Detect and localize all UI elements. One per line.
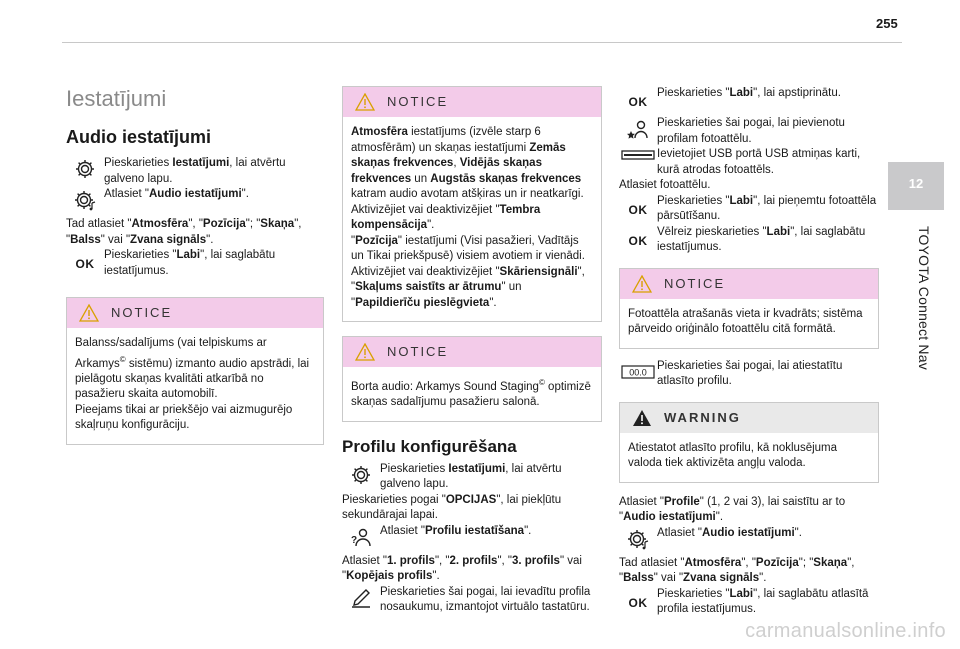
notice-box	[66, 297, 324, 445]
svg-text:?: ?	[351, 534, 358, 546]
audio-settings-heading: Audio iestatījumi	[66, 127, 212, 147]
ok-icon: OK	[628, 233, 648, 248]
notice-text: Atmosfēra iestatījums (izvēle starp 6 atmosfērām) un skaņas iestatījumi Zemās skaņas frekvences, Vidējās skaņas frekvences un Augstās skaņas frekvences katram audio avotam atšķiras un ir neatkarīgi. Aktivizējiet vai deaktivizējiet "Tembra kompensācija".	[351, 126, 584, 231]
step-profile-settings	[342, 524, 602, 548]
warning-header	[620, 403, 878, 433]
step-audio-settings	[619, 526, 879, 550]
warning-box	[619, 402, 879, 483]
step-text: Pieskarieties Iestatījumi, lai atvērtu galveno lapu.	[380, 462, 562, 491]
warning-triangle-icon	[355, 93, 375, 111]
step-enter-name	[342, 585, 602, 616]
notice-text-2: Pieejams tikai ar priekšējo vai aizmugurējo skaļruņu konfigurāciju.	[75, 403, 293, 432]
warning-triangle-icon	[632, 275, 652, 293]
select-profile-text: Atlasiet "1. profils", "2. profils", "3. profils" vai "Kopējais profils".	[342, 554, 582, 583]
select-photo-text: Atlasiet fotoattēlu.	[619, 179, 711, 191]
step-insert-usb	[619, 147, 879, 178]
step-text: Pieskarieties "Labi", lai saglabātu atlasītā profila iestatījumus.	[657, 587, 869, 615]
notice-box	[342, 86, 602, 322]
select-options-text: Tad atlasiet "Atmosfēra", "Pozīcija"; "Skaņa", "Balss" vai "Zvana signāls".	[619, 556, 855, 584]
warning-triangle-icon	[355, 343, 375, 361]
notice-header	[620, 269, 878, 299]
select-options-text: Tad atlasiet "Atmosfēra", "Pozīcija"; "Skaņa", "Balss" vai "Zvana signāls".	[66, 218, 302, 246]
step-confirm	[619, 86, 879, 110]
link-profile-text: Atlasiet "Profile" (1, 2 vai 3), lai saistītu ar to "Audio iestatījumi".	[619, 495, 846, 523]
notice-label: NOTICE	[387, 94, 449, 109]
step-audio-settings	[66, 187, 324, 211]
watermark: carmanualsonline.info	[745, 620, 946, 642]
ok-icon: OK	[628, 595, 648, 610]
step-text: Pieskarieties šai pogai, lai ievadītu profila nosaukumu, izmantojot virtuālo tastatūru.	[380, 585, 591, 614]
gear-music-icon	[619, 526, 657, 550]
step-reset-profile	[619, 359, 879, 390]
step-text: Pieskarieties šai pogai, lai pievienotu profilam fotoattēlu.	[657, 117, 845, 145]
notice-box	[619, 268, 879, 349]
step-add-photo	[619, 116, 879, 147]
notice-text: Fotoattēla atrašanās vieta ir kvadrāts; sistēma pārveido oriģinālo fotoattēlu citā formātā.	[628, 307, 863, 335]
warning-label: WARNING	[664, 409, 741, 425]
warning-triangle-icon	[79, 304, 99, 322]
step-text: Pieskarieties Iestatījumi, lai atvērtu galveno lapu.	[104, 157, 286, 185]
warning-text: Atiestatot atlasīto profilu, kā noklusējuma valoda tiek aktivizēta angļu valoda.	[628, 441, 838, 469]
column-2	[342, 86, 602, 616]
step-text: Atlasiet "Profilu iestatīšana".	[380, 524, 532, 537]
notice-label: NOTICE	[664, 275, 726, 291]
notice-text-2: "Pozīcija" iestatījumi (Visi pasažieri, Vadītājs un Tikai priekšpusē) visiem avotiem ir vienādi. Aktivizējiet vai deaktivizējiet "Skāriensignāli", "Skaļums saistīts ar ātrumu" un "Papildierīču pieslēgvieta".	[351, 234, 585, 309]
svg-text:00.0: 00.0	[629, 367, 647, 377]
step-accept-transfer	[619, 194, 879, 225]
top-rule	[62, 42, 902, 43]
step-save-profile	[619, 587, 879, 618]
section-title: Iestatījumi	[66, 86, 167, 111]
options-text: Pieskarieties pogai "OPCIJAS", lai piekļūtu sekundārajai lapai.	[342, 493, 562, 522]
usb-icon	[619, 147, 657, 161]
pencil-icon	[342, 585, 380, 609]
reset-profile-icon	[619, 359, 657, 379]
photo-add-icon	[619, 116, 657, 142]
profile-person-icon	[342, 524, 380, 548]
notice-label: NOTICE	[111, 305, 173, 320]
ok-icon: OK	[75, 257, 95, 271]
step-text: Pieskarieties "Labi", lai apstiprinātu.	[657, 87, 841, 99]
notice-header	[343, 87, 601, 117]
gear-icon	[66, 156, 104, 180]
step-text: Pieskarieties šai pogai, lai atiestatītu atlasīto profilu.	[657, 359, 843, 387]
chapter-title: TOYOTA Connect Nav	[916, 226, 932, 370]
column-1	[66, 80, 324, 445]
column-3	[619, 86, 879, 618]
step-text: Pieskarieties "Labi", lai pieņemtu fotoattēla pārsūtīšanu.	[657, 194, 877, 222]
profiles-heading: Profilu konfigurēšana	[342, 436, 517, 456]
notice-text: Balanss/sadalījums (vai telpiskums ar Arkamys© sistēmu) izmanto audio apstrādi, lai pielāgotu skaņas kvalitāti atkarībā no pasažieru skaita automobilī.	[75, 337, 310, 401]
notice-text: Borta audio: Arkamys Sound Staging© optimizē skaņas sadalījumu pasažieru salonā.	[351, 378, 591, 409]
step-open-settings	[66, 156, 324, 187]
ok-icon: OK	[628, 202, 648, 217]
step-save-again	[619, 225, 879, 256]
gear-music-icon	[66, 187, 104, 211]
step-open-settings	[342, 462, 602, 493]
chapter-number: 12	[908, 176, 924, 191]
step-text: Atlasiet "Audio iestatījumi".	[104, 188, 249, 200]
notice-header	[343, 337, 601, 367]
step-text: Ievietojiet USB portā USB atmiņas karti, kurā atrodas fotoattēls.	[657, 148, 861, 176]
page-number: 255	[876, 16, 898, 31]
step-save	[66, 248, 324, 279]
ok-icon: OK	[628, 95, 648, 109]
notice-box-2	[342, 336, 602, 422]
step-text: Atlasiet "Audio iestatījumi".	[657, 526, 802, 539]
notice-label: NOTICE	[387, 344, 449, 359]
warning-triangle-icon	[632, 409, 652, 427]
notice-header	[67, 298, 323, 328]
step-text: Pieskarieties "Labi", lai saglabātu iestatījumus.	[104, 249, 276, 277]
step-text: Vēlreiz pieskarieties "Labi", lai saglabātu iestatījumus.	[657, 225, 866, 253]
gear-icon	[342, 462, 380, 486]
